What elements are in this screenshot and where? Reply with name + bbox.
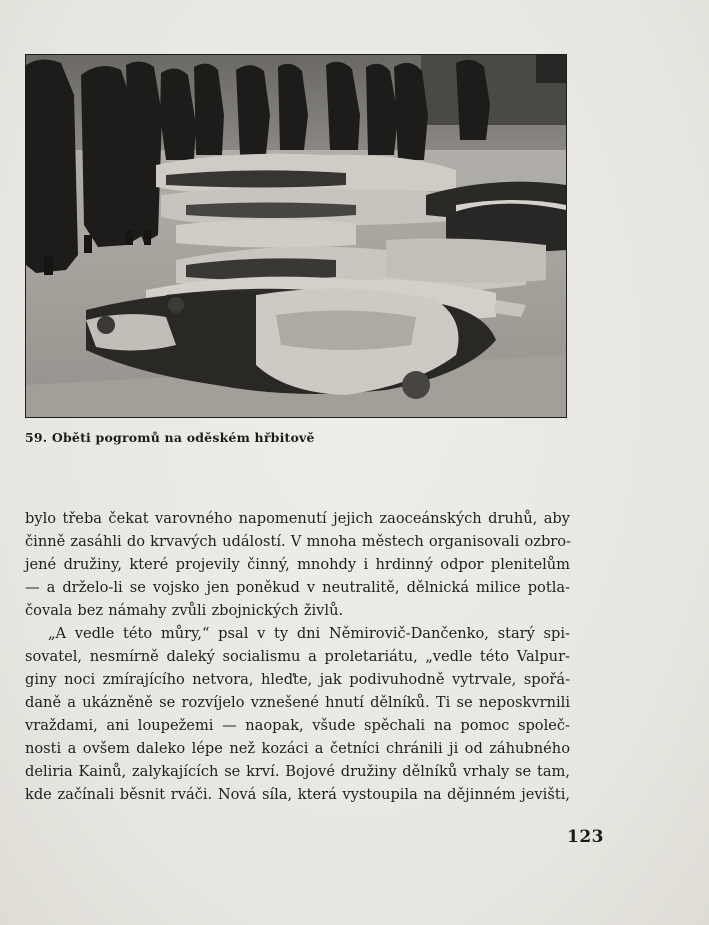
text-line: čovala bez námahy zvůli zbojnických živlů. [25, 602, 344, 619]
photograph [25, 54, 567, 418]
page-number: 123 [567, 827, 604, 847]
text-line: deliria Kainů, zalykajících se krví. Bojové družiny dělníků vrhaly se tam, [25, 763, 570, 780]
body-text [25, 507, 570, 806]
text-line: „A vedle této můry,“ psal v ty dni Němirovič-Dančenko, starý spi- [48, 625, 570, 642]
text-line: — a drželo-li se vojsko jen poněkud v neutralitě, dělnická milice potla- [25, 579, 570, 596]
paragraph-2 [25, 622, 570, 806]
paragraph-1 [25, 507, 570, 622]
text-line: sovatel, nesmírně daleký socialismu a proletariátu, „vedle této Valpur- [25, 648, 570, 665]
text-line: daně a ukázněně se rozvíjelo vznešené hnutí dělníků. Ti se neposkvrnili [25, 694, 570, 711]
text-line: giny noci zmírajícího netvora, hleďte, jak podivuhodně vytrvale, spořá- [25, 671, 570, 688]
text-line: vraždami, ani loupežemi — naopak, všude spěchali na pomoc společ- [25, 717, 570, 734]
text-line: nosti a ovšem daleko lépe než kozáci a četníci chránili ji od záhubného [25, 740, 570, 757]
text-line: kde začínali běsnit rváči. Nová síla, která vystoupila na dějinném jevišti, [25, 786, 570, 803]
text-line: činně zasáhli do krvavých událostí. V mnoha městech organisovali ozbro- [25, 533, 571, 550]
text-line: jené družiny, které projevily činný, mnohdy i hrdinný odpor plenitelům [25, 556, 570, 573]
photograph-image [26, 55, 566, 417]
text-line: bylo třeba čekat varovného napomenutí jejich zaoceánských druhů, aby [25, 510, 570, 527]
figure-caption: 59. Oběti pogromů na oděském hřbitově [25, 430, 315, 445]
